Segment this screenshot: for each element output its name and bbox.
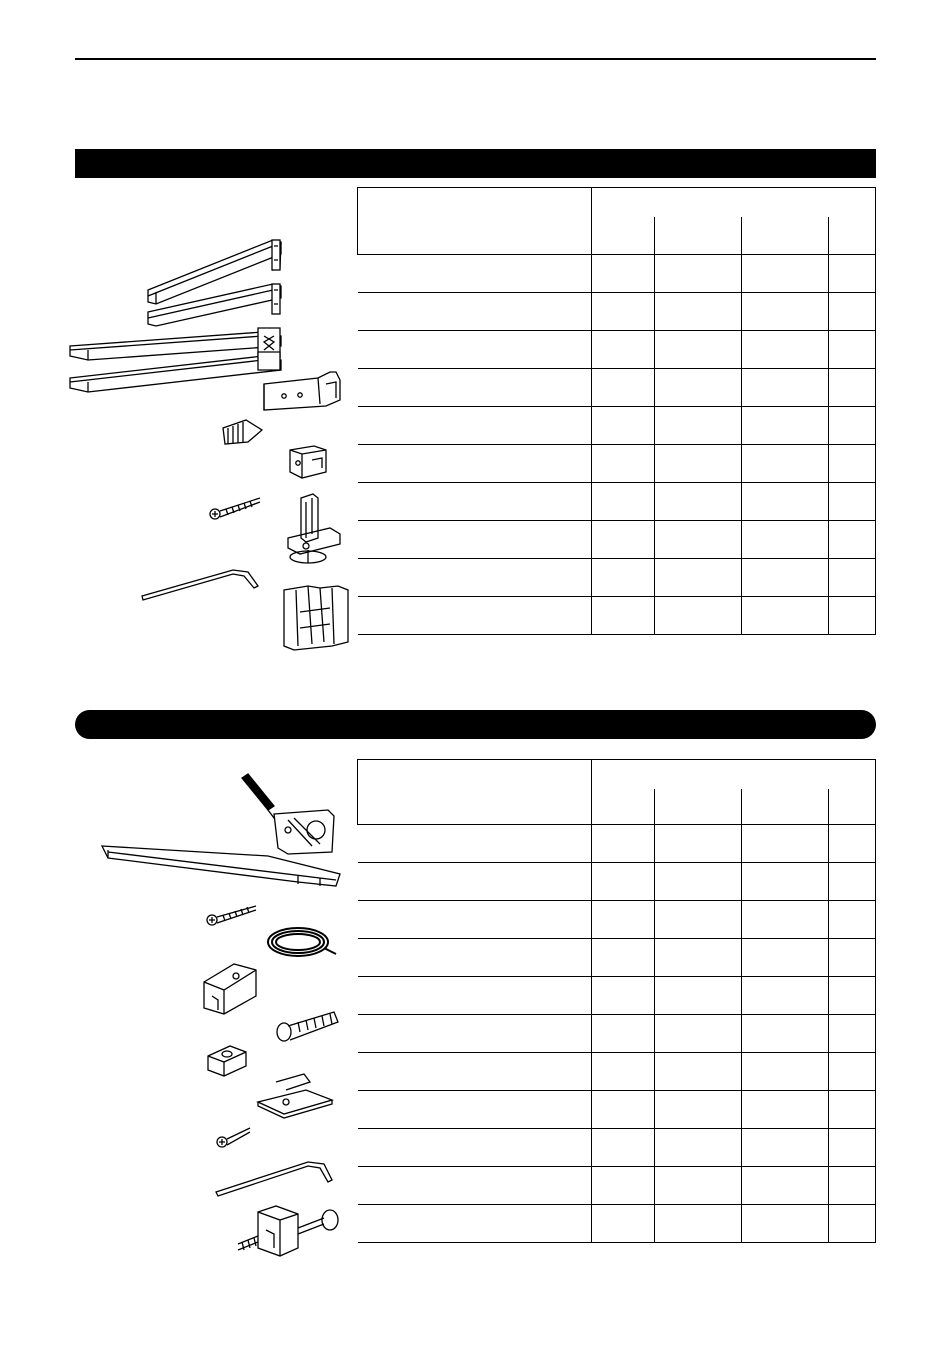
quantity-cell [742, 1052, 829, 1090]
part-name-cell [358, 482, 592, 520]
angle-bracket-icon [264, 372, 340, 410]
quantity-cell [829, 1166, 876, 1204]
quantity-cell [742, 824, 829, 862]
quantity-cell [592, 938, 655, 976]
quantity-cell [742, 596, 829, 634]
square-nut-icon [208, 1046, 246, 1076]
quantity-cell [592, 1166, 655, 1204]
quantity-cell [592, 1128, 655, 1166]
wire-coil-icon [268, 928, 336, 956]
mounting-plate-icon [258, 1074, 332, 1118]
part-name-cell [358, 976, 592, 1014]
table-row [358, 1014, 876, 1052]
quantity-cell [655, 938, 742, 976]
quantity-cell [655, 862, 742, 900]
quantity-cell [829, 482, 876, 520]
quantity-cell [742, 558, 829, 596]
quantity-cell [592, 1014, 655, 1052]
quantity-cell [829, 1204, 876, 1242]
quantity-cell [592, 444, 655, 482]
table-header-name [358, 188, 592, 255]
quantity-cell [829, 330, 876, 368]
part-name-cell [358, 368, 592, 406]
quantity-cell [742, 938, 829, 976]
quantity-cell [592, 976, 655, 1014]
quantity-cell [655, 292, 742, 330]
quantity-cell [592, 406, 655, 444]
table-header-col [592, 217, 655, 254]
table-row [358, 444, 876, 482]
table-row [358, 330, 876, 368]
quantity-cell [742, 330, 829, 368]
quantity-cell [592, 1090, 655, 1128]
table-header-group [592, 188, 876, 218]
quantity-cell [655, 406, 742, 444]
wood-screw-icon [207, 906, 256, 925]
track-rail-long-icon [70, 352, 281, 392]
quantity-cell [829, 254, 876, 292]
quantity-cell [592, 292, 655, 330]
quantity-cell [829, 1014, 876, 1052]
hex-key-icon [216, 1162, 332, 1196]
quantity-cell [655, 1052, 742, 1090]
quantity-cell [655, 482, 742, 520]
quantity-cell [592, 330, 655, 368]
top-rule [75, 58, 876, 60]
quantity-cell [829, 444, 876, 482]
quantity-cell [655, 900, 742, 938]
table-row [358, 520, 876, 558]
table-header-col [829, 789, 876, 824]
quantity-cell [742, 292, 829, 330]
quantity-cell [829, 520, 876, 558]
quantity-cell [829, 292, 876, 330]
table-row [358, 406, 876, 444]
quantity-cell [829, 1052, 876, 1090]
part-name-cell [358, 444, 592, 482]
track-rail-icon [148, 240, 281, 304]
part-name-cell [358, 1166, 592, 1204]
quantity-cell [592, 862, 655, 900]
table-row [358, 1052, 876, 1090]
quantity-cell [592, 1052, 655, 1090]
table-row [358, 976, 876, 1014]
quantity-cell [829, 596, 876, 634]
quantity-cell [829, 900, 876, 938]
quantity-cell [829, 406, 876, 444]
part-name-cell [358, 1128, 592, 1166]
quantity-cell [592, 482, 655, 520]
table-row [358, 292, 876, 330]
table-row [358, 254, 876, 292]
section1-parts-table [357, 187, 876, 635]
table-header-col [592, 789, 655, 824]
hex-key-icon [142, 570, 258, 600]
quantity-cell [829, 1090, 876, 1128]
quantity-cell [655, 1204, 742, 1242]
section1-header-bar [75, 149, 876, 178]
lever-mechanism-icon [242, 774, 334, 854]
quantity-cell [592, 1204, 655, 1242]
wood-screw-icon [210, 498, 260, 519]
quantity-cell [829, 824, 876, 862]
table-header-col [742, 789, 829, 824]
quantity-cell [742, 1204, 829, 1242]
quantity-cell [592, 558, 655, 596]
quantity-cell [742, 900, 829, 938]
quantity-cell [655, 976, 742, 1014]
part-name-cell [358, 596, 592, 634]
part-name-cell [358, 406, 592, 444]
quantity-cell [829, 1128, 876, 1166]
part-name-cell [358, 1090, 592, 1128]
table-row [358, 938, 876, 976]
table-row [358, 1090, 876, 1128]
track-rail-icon [148, 284, 281, 326]
quantity-cell [655, 1128, 742, 1166]
quantity-cell [655, 1014, 742, 1052]
table-header-name [358, 760, 592, 825]
quantity-cell [742, 976, 829, 1014]
table-row [358, 558, 876, 596]
quantity-cell [829, 976, 876, 1014]
quantity-cell [742, 1128, 829, 1166]
u-bracket-icon [204, 964, 256, 1014]
part-name-cell [358, 900, 592, 938]
track-rail-long-icon [70, 328, 281, 360]
table-row [358, 1204, 876, 1242]
part-name-cell [358, 558, 592, 596]
table-header-col [655, 789, 742, 824]
part-name-cell [358, 862, 592, 900]
small-bracket-icon [290, 446, 326, 478]
table-header-group [592, 760, 876, 790]
quantity-cell [592, 596, 655, 634]
quantity-cell [742, 520, 829, 558]
quantity-cell [829, 862, 876, 900]
quantity-cell [655, 520, 742, 558]
part-name-cell [358, 1014, 592, 1052]
part-name-cell [358, 1052, 592, 1090]
table-row [358, 482, 876, 520]
quantity-cell [592, 254, 655, 292]
quantity-cell [592, 900, 655, 938]
table-row [358, 900, 876, 938]
part-name-cell [358, 254, 592, 292]
end-stop-icon [284, 586, 348, 650]
small-screw-icon [217, 1128, 250, 1147]
table-header-col [829, 217, 876, 254]
bolt-icon [277, 1012, 338, 1041]
part-name-cell [358, 330, 592, 368]
table-row [358, 862, 876, 900]
table-row [358, 596, 876, 634]
table-header-col [742, 217, 829, 254]
quantity-cell [742, 368, 829, 406]
quantity-cell [655, 330, 742, 368]
quantity-cell [655, 558, 742, 596]
table-header-col [655, 217, 742, 254]
quantity-cell [655, 1090, 742, 1128]
section2-header-bar [75, 710, 876, 739]
quantity-cell [655, 254, 742, 292]
quantity-cell [655, 824, 742, 862]
quantity-cell [655, 1166, 742, 1204]
part-name-cell [358, 1204, 592, 1242]
table-row [358, 1166, 876, 1204]
section2-parts-table [357, 759, 876, 1243]
clamp-with-screw-icon [238, 1206, 338, 1256]
quantity-cell [742, 444, 829, 482]
table-row [358, 368, 876, 406]
quantity-cell [742, 406, 829, 444]
quantity-cell [742, 1014, 829, 1052]
table-row [358, 824, 876, 862]
table-row [358, 1128, 876, 1166]
part-name-cell [358, 520, 592, 558]
quantity-cell [592, 520, 655, 558]
quantity-cell [592, 368, 655, 406]
door-guide-roller-icon [288, 494, 340, 563]
quantity-cell [655, 444, 742, 482]
part-name-cell [358, 824, 592, 862]
section1-parts-illustration [68, 232, 353, 657]
section2-parts-illustration [98, 770, 353, 1275]
part-name-cell [358, 938, 592, 976]
quantity-cell [742, 1090, 829, 1128]
part-name-cell [358, 292, 592, 330]
quantity-cell [829, 368, 876, 406]
quantity-cell [742, 862, 829, 900]
quantity-cell [592, 824, 655, 862]
quantity-cell [742, 1166, 829, 1204]
quantity-cell [829, 938, 876, 976]
quantity-cell [655, 368, 742, 406]
set-screw-icon [223, 420, 262, 444]
quantity-cell [742, 254, 829, 292]
quantity-cell [742, 482, 829, 520]
quantity-cell [655, 596, 742, 634]
quantity-cell [829, 558, 876, 596]
